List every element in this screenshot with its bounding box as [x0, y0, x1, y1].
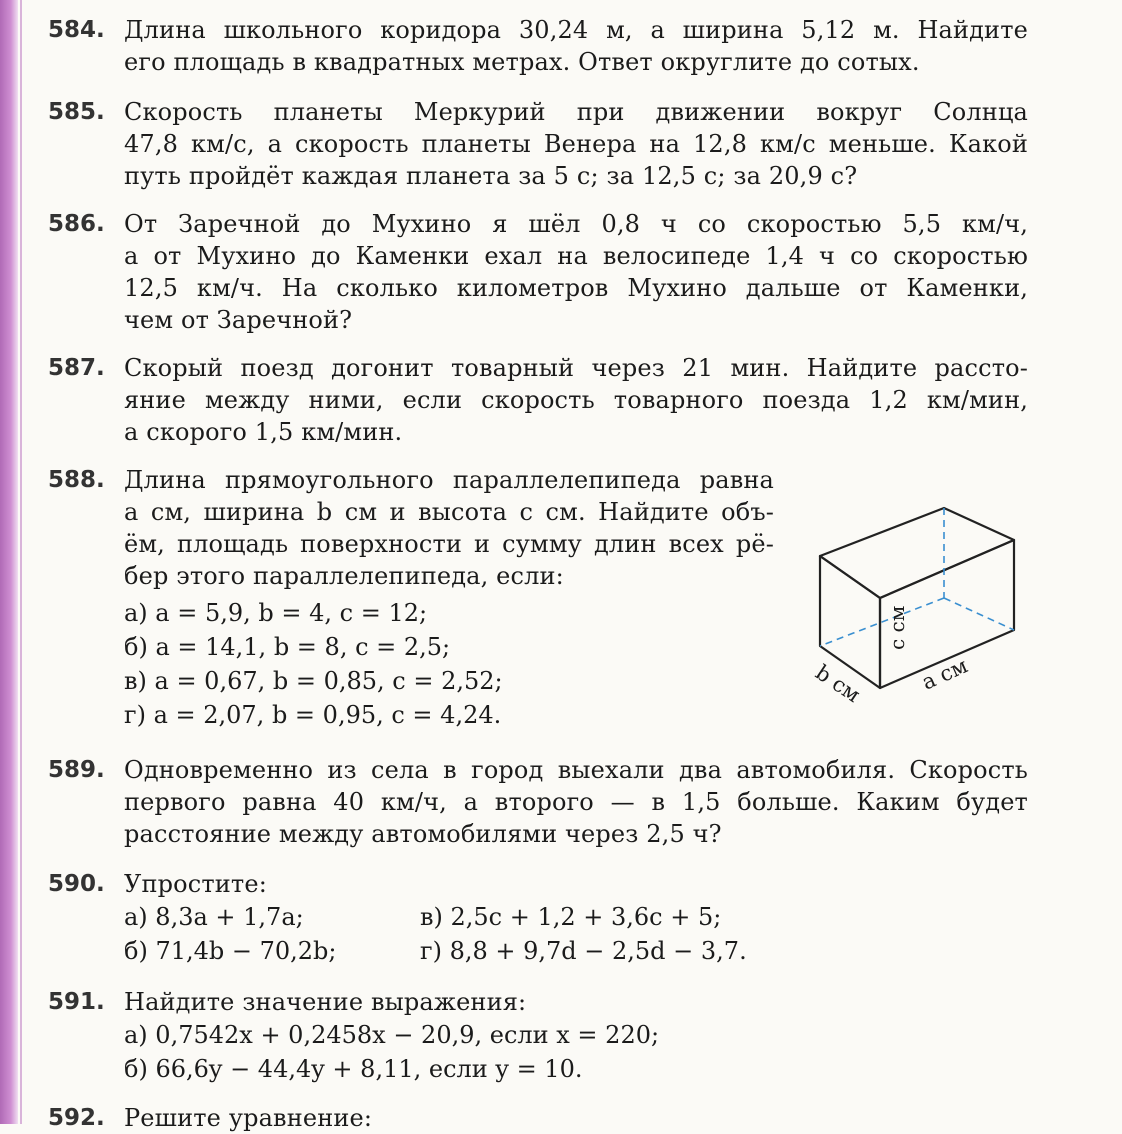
option-item: б) 71,4b − 70,2b; — [124, 937, 337, 965]
text-line: Скорость планеты Меркурий при движении вокруг Солнца — [124, 98, 1028, 126]
text-line: а от Мухино до Каменки ехал на велосипеде 1,4 ч со скоростью — [124, 242, 1028, 270]
option-item: а) 8,3a + 1,7a; — [124, 903, 304, 931]
parallelepiped-figure — [808, 478, 1088, 718]
length-label: a см — [918, 653, 972, 695]
problem-number: 589. — [48, 757, 105, 783]
height-label: c см — [885, 605, 909, 650]
problem-text — [124, 1102, 1028, 1134]
text-line: ём, площадь поверхности и сумму длин всех рё- — [124, 530, 774, 558]
option-item: г) a = 2,07, b = 0,95, c = 4,24. — [124, 701, 502, 729]
option-list — [124, 1018, 659, 1086]
problem-text — [124, 986, 1028, 1018]
option-item: б) 66,6y − 44,4y + 8,11, если y = 10. — [124, 1055, 583, 1083]
problem-text — [124, 754, 1028, 850]
text-line: Скорый поезд догонит товарный через 21 мин. Найдите рассто- — [124, 354, 1028, 382]
problem-number: 585. — [48, 99, 105, 125]
option-item: г) 8,8 + 9,7d − 2,5d − 3,7. — [420, 937, 747, 965]
text-line: бер этого параллелепипеда, если: — [124, 562, 564, 590]
option-column-left — [124, 900, 337, 968]
text-line: От Заречной до Мухино я шёл 0,8 ч со скоростью 5,5 км/ч, — [124, 210, 1028, 238]
text-line: 12,5 км/ч. На сколько километров Мухино дальше от Каменки, — [124, 274, 1028, 302]
option-item: в) a = 0,67, b = 0,85, c = 2,52; — [124, 667, 503, 695]
text-line: а скорого 1,5 км/мин. — [124, 418, 403, 446]
problem-number: 588. — [48, 467, 105, 493]
text-line: 47,8 км/с, а скорость планеты Венера на 12,8 км/с меньше. Какой — [124, 130, 1028, 158]
problem-number: 587. — [48, 355, 105, 381]
text-line: путь пройдёт каждая планета за 5 с; за 12,5 с; за 20,9 с? — [124, 162, 858, 190]
problem-number: 592. — [48, 1105, 105, 1131]
text-line: расстояние между автомобилями через 2,5 ч? — [124, 820, 722, 848]
text-line: его площадь в квадратных метрах. Ответ округлите до сотых. — [124, 48, 920, 76]
problem-text — [124, 868, 1028, 900]
text-line: Найдите значение выражения: — [124, 988, 527, 1016]
page-margin-stripe — [0, 0, 18, 1124]
text-line: первого равна 40 км/ч, а второго — в 1,5 больше. Каким будет — [124, 788, 1028, 816]
width-label: b см — [811, 660, 865, 708]
problem-number: 586. — [48, 211, 105, 237]
text-line: Длина прямоугольного параллелепипеда равна — [124, 466, 774, 494]
problem-text — [124, 208, 1028, 336]
text-line: Одновременно из села в город выехали два автомобиля. Скорость — [124, 756, 1028, 784]
option-list — [124, 596, 503, 732]
problem-text — [124, 464, 774, 592]
text-line: яние между ними, если скорость товарного поезда 1,2 км/мин, — [124, 386, 1028, 414]
problem-text — [124, 352, 1028, 448]
option-item: а) a = 5,9, b = 4, c = 12; — [124, 599, 428, 627]
problem-text — [124, 96, 1028, 192]
text-line: чем от Заречной? — [124, 306, 353, 334]
text-line: a см, ширина b см и высота c см. Найдите объ- — [124, 498, 774, 526]
text-line: Решите уравнение: — [124, 1104, 373, 1132]
text-line: Длина школьного коридора 30,24 м, а ширина 5,12 м. Найдите — [124, 16, 1028, 44]
problem-number: 591. — [48, 989, 105, 1015]
problem-number: 590. — [48, 871, 105, 897]
option-item: в) 2,5c + 1,2 + 3,6c + 5; — [420, 903, 722, 931]
option-item: а) 0,7542x + 0,2458x − 20,9, если x = 220; — [124, 1021, 660, 1049]
problem-text — [124, 14, 1028, 78]
problem-number: 584. — [48, 17, 105, 43]
text-line: Упростите: — [124, 870, 267, 898]
page-margin-line — [20, 0, 22, 1124]
option-item: б) a = 14,1, b = 8, c = 2,5; — [124, 633, 451, 661]
option-column-right — [420, 900, 747, 968]
